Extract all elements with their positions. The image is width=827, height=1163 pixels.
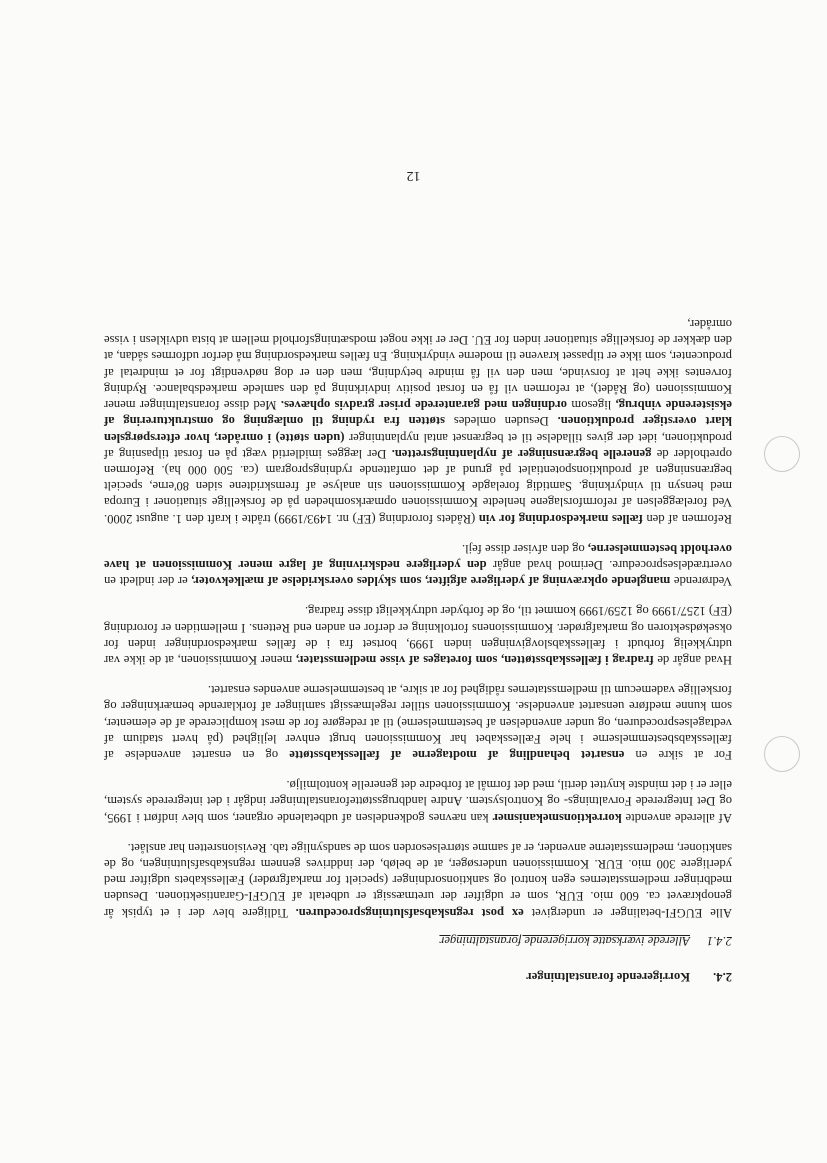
section-title: Korrigerende foranstaltninger	[526, 970, 690, 984]
text-run: og en ensartet anvendelse af fællesskabsbestemmelserne i hele Fællesskabet har Kommissionen brugt enhver lejlighed (på hvert stadium af vedtagelsesproceduren, og under anvendelsen af bestemmelserne) til at redegøre for de mest komplicerede af de elementer, som kunne medføre uensartet anvendelse. Kommissionen stiller regelmæssigt samlinger af forklarende bemærkninger og forskellige vademecum til medlemsstaternes rådighed for at sikre, at bestemmelserne anvendes ensartet.	[104, 683, 732, 762]
body-paragraph	[104, 603, 732, 668]
text-run: For at sikre en	[624, 747, 732, 762]
text-run: og den afviser disse fejl.	[462, 541, 588, 556]
bold-text-run: ex post regnskabsafslutningsproceduren.	[295, 905, 524, 920]
body-paragraph	[104, 541, 732, 590]
text-run: Desuden omledes	[445, 414, 558, 429]
subsection-number: 2.4.1	[706, 933, 732, 948]
text-run: Tidligere blev der i et typisk år genopkrævet ca. 600 mio. EUR, som er udgifter der uretmæssigt er udbetalt af EUGFI-Garantisektionen. Desuden medbringer medlemsstaternes egen kontrol og sanktionsordninger (specielt for markafgrøder) Fællesskabets udgifter med yderligere 300 mio. EUR. Kommissionen undersøger, at de beløb, der inddrives gennem regnskabsafslutningen, og de sanktioner, medlemsstaterne anvender, er af samme størrelsesorden som de sandsynlige tab. Revisionsretten har anslået.	[104, 840, 732, 920]
text-run: ligesom	[567, 398, 616, 413]
section-heading	[104, 969, 732, 985]
page-number: 12	[406, 168, 421, 183]
bold-text-run: ensartet behandling af modtagerne af fællesskabsstøtte	[289, 747, 625, 762]
text-run: Der lægges imidlertid vægt på en forsat tilpasning af produktionen, idet der gives tilladelse til et begrænset antal nyplantninger	[103, 430, 732, 461]
text-run: Af allerede anvendte	[621, 810, 732, 825]
body-paragraph	[104, 840, 732, 921]
document-body	[104, 302, 732, 985]
paragraph-list	[104, 316, 732, 921]
bold-text-run: ordningen med garanterede priser gradvis ophæves.	[280, 398, 567, 413]
subsection-title: Allerede iværksatte korrigerende foranstaltninger	[439, 933, 690, 948]
bold-text-run: manglende opkrævning af yderligere afgifter, som skyldes overskridelse af mælkekvoter,	[191, 574, 671, 589]
bold-text-run: den yderligere nedskrivning af lagre mener Kommissionen at have overholdt bestemmelserne,	[104, 541, 732, 572]
body-paragraph	[104, 777, 732, 826]
text-run: mener Kommissionen, at de ikke var udtrykkelig forbudt i fællesskabslovgivningen inden 1999, bortset fra i de fælles markedsordninger inden for oksekødsektoren og markafgrøder. Kommissionens fortolkning er derfor en anden end Rettens. I mellemtiden er forordning (EF) 1257/1999 og 1259/1999 kommet til, og de forbyder udtrykkeligt disse fradrag.	[103, 604, 732, 667]
bold-text-run: (uden støtte) i områder, hvor efterspørgslen klart overstiger produktionen.	[103, 414, 732, 445]
bold-text-run: korrektionsmekanismer	[492, 810, 622, 825]
bold-text-run: støtten fra rydning til omlægning og omstrukturering af eksisterende vinbrug,	[104, 398, 732, 429]
subsection-heading	[104, 933, 732, 949]
section-number: 2.4.	[713, 970, 732, 984]
text-run: Hvad angår de	[653, 652, 732, 667]
body-paragraph	[104, 316, 732, 527]
text-run: Reformen af den	[642, 511, 732, 526]
text-run: Med disse foranstaltninger mener Kommissionen (og Rådet), at reformen vil få en forsat positiv indvirkning på den samlede markedsbalance. Rydning forventes ikke helt at forsvinde, men den vil få mindre betydning, men den er dog nødvendigt for et mindretal af producenter, som ikke er tilpasset kravene til moderne vindyrkning. En fælles markedsordning må derfor udformes sådan, at den dækker de forskellige situationer inden for EU. Der er ikke noget modsætningsforhold mellem at bista udviklesn i visse områder,	[104, 317, 732, 413]
text-run: Vedrørende	[670, 574, 732, 589]
bold-text-run: fradrag i fællesskabsstøtten, som foretages af visse medlemsstater,	[295, 652, 654, 667]
text-run: er der indledt en overtrædelsesprocedure. Derimod hvad angår	[104, 557, 732, 589]
bold-text-run: generelle begrænsninger af nyplantningsretten.	[391, 446, 652, 461]
bold-text-run: fælles markedsordning for vin	[478, 511, 643, 526]
text-run: kan nævnes godkendelsen af udbetalende organer, som blev indført i 1995, og Det Integrerede Forvaltnings- og Kontrolsystem. Andre landbrugsstøtteforanstaltninger indgår i det integrerede system, eller er i det mindste knyttet dertil, med det formål at forbedre det generelle kontolmiljø.	[104, 778, 732, 825]
text-run: (Rådets forordning (EF) nr. 1493/1999) trådte i kraft den 1. august 2000. Ved forelæggelsen af reformforslagene henledte Kommissionen opmærksomheden på de forskellige situationer i Europa med hensyn til vindyrkning. Samtidig forelagde Kommissionen sin analyse af fremskridtene siden 80'erne, specielt begrænsningen af produktionspotentialet på grund af det omfattende rydningsprogram (ca. 500 000 ha). Reformen opretholder de	[104, 446, 732, 526]
body-paragraph	[104, 682, 732, 763]
text-run: Alle EUGFI-betalinger er undergivet	[523, 905, 732, 920]
